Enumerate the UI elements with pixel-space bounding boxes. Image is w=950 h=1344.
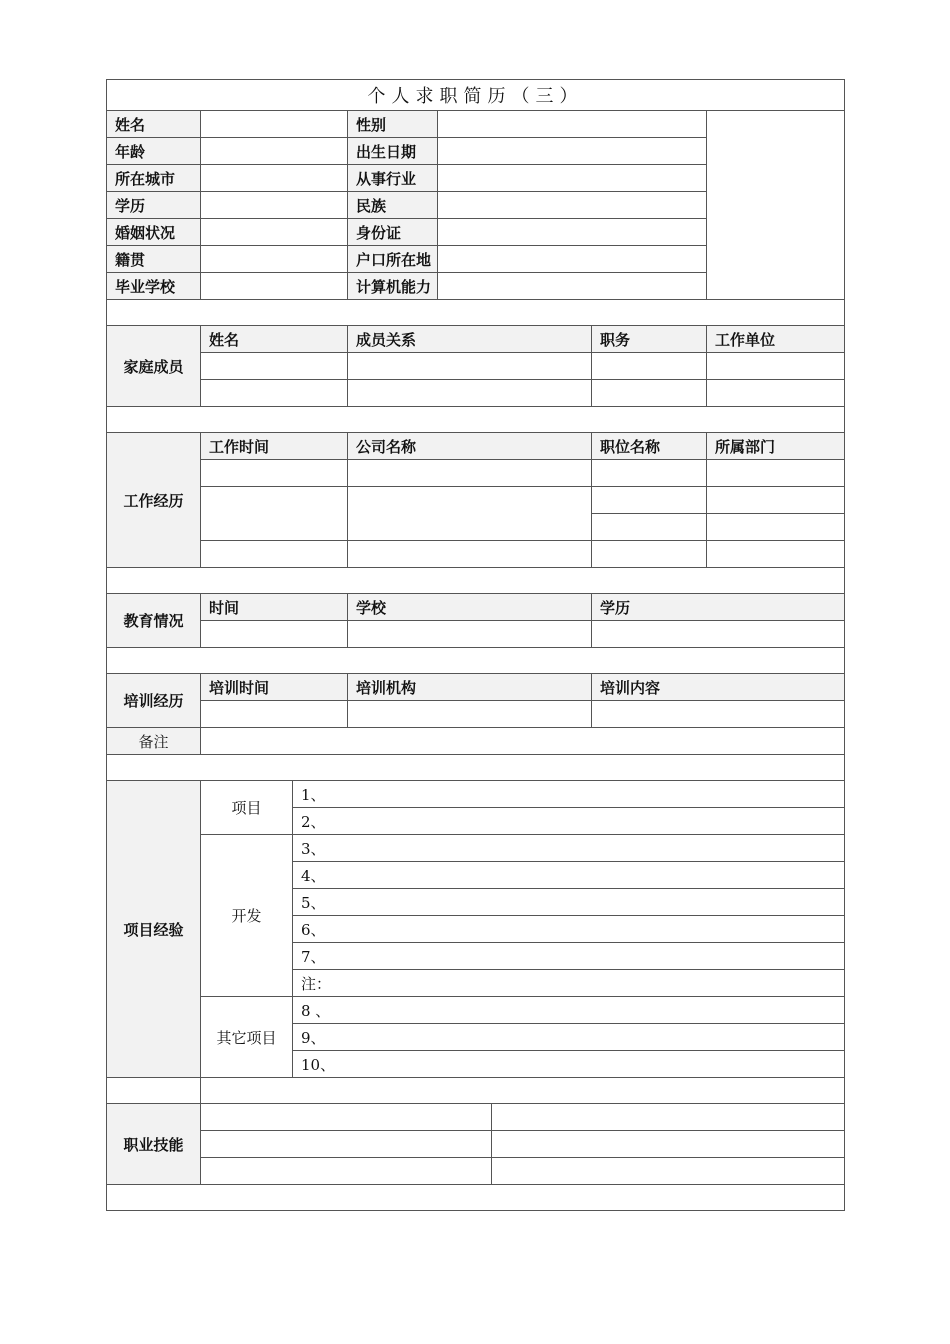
work-cell[interactable]: [592, 541, 707, 568]
value-native-place[interactable]: [201, 246, 348, 273]
section-label-education: 教育情况: [107, 594, 201, 648]
value-education-level[interactable]: [201, 192, 348, 219]
work-cell[interactable]: [348, 487, 592, 541]
training-header-content: 培训内容: [592, 674, 845, 701]
value-birth-date[interactable]: [438, 138, 707, 165]
section-label-training: 培训经历: [107, 674, 201, 728]
label-id-card: 身份证: [348, 219, 438, 246]
project-item[interactable]: 6、: [293, 916, 845, 943]
label-ethnicity: 民族: [348, 192, 438, 219]
label-name: 姓名: [107, 111, 201, 138]
label-birth-date: 出生日期: [348, 138, 438, 165]
skills-cell[interactable]: [201, 1131, 492, 1158]
project-item[interactable]: 1、: [293, 781, 845, 808]
value-gender[interactable]: [438, 111, 707, 138]
project-item[interactable]: 7、: [293, 943, 845, 970]
spacer-cell: [201, 1078, 845, 1104]
work-cell[interactable]: [707, 514, 845, 541]
spacer-row: [107, 407, 845, 433]
section-label-skills: 职业技能: [107, 1104, 201, 1185]
family-cell[interactable]: [348, 353, 592, 380]
project-group-other: 其它项目: [201, 997, 293, 1078]
label-age: 年龄: [107, 138, 201, 165]
spacer-row: [107, 300, 845, 326]
family-header-employer: 工作单位: [707, 326, 845, 353]
work-header-time: 工作时间: [201, 433, 348, 460]
section-label-projects: 项目经验: [107, 781, 201, 1078]
work-cell[interactable]: [592, 487, 707, 514]
value-household-registration[interactable]: [438, 246, 707, 273]
training-header-institution: 培训机构: [348, 674, 592, 701]
label-household-registration: 户口所在地: [348, 246, 438, 273]
project-item[interactable]: 2、: [293, 808, 845, 835]
project-item[interactable]: 3、: [293, 835, 845, 862]
work-cell[interactable]: [707, 541, 845, 568]
skills-cell[interactable]: [492, 1104, 845, 1131]
work-cell[interactable]: [592, 514, 707, 541]
section-label-remarks: 备注: [107, 728, 201, 755]
label-computer-skills: 计算机能力: [348, 273, 438, 300]
value-industry[interactable]: [438, 165, 707, 192]
value-id-card[interactable]: [438, 219, 707, 246]
family-cell[interactable]: [707, 380, 845, 407]
section-label-work: 工作经历: [107, 433, 201, 568]
education-header-degree: 学历: [592, 594, 845, 621]
education-cell[interactable]: [592, 621, 845, 648]
training-cell[interactable]: [592, 701, 845, 728]
work-cell[interactable]: [707, 487, 845, 514]
family-header-name: 姓名: [201, 326, 348, 353]
work-header-company: 公司名称: [348, 433, 592, 460]
skills-cell[interactable]: [492, 1158, 845, 1185]
spacer-row: [107, 755, 845, 781]
project-item[interactable]: 9、: [293, 1024, 845, 1051]
skills-cell[interactable]: [201, 1104, 492, 1131]
label-graduate-school: 毕业学校: [107, 273, 201, 300]
work-cell[interactable]: [592, 460, 707, 487]
work-cell[interactable]: [707, 460, 845, 487]
education-header-time: 时间: [201, 594, 348, 621]
work-cell[interactable]: [201, 487, 348, 541]
value-graduate-school[interactable]: [201, 273, 348, 300]
project-group-projects: 项目: [201, 781, 293, 835]
family-cell[interactable]: [348, 380, 592, 407]
family-cell[interactable]: [201, 380, 348, 407]
value-city[interactable]: [201, 165, 348, 192]
training-header-time: 培训时间: [201, 674, 348, 701]
label-education-level: 学历: [107, 192, 201, 219]
label-native-place: 籍贯: [107, 246, 201, 273]
training-cell[interactable]: [348, 701, 592, 728]
photo-area[interactable]: [707, 111, 845, 300]
family-header-position: 职务: [592, 326, 707, 353]
value-age[interactable]: [201, 138, 348, 165]
work-cell[interactable]: [348, 541, 592, 568]
family-cell[interactable]: [201, 353, 348, 380]
work-header-position: 职位名称: [592, 433, 707, 460]
value-name[interactable]: [201, 111, 348, 138]
work-header-department: 所属部门: [707, 433, 845, 460]
education-header-school: 学校: [348, 594, 592, 621]
value-ethnicity[interactable]: [438, 192, 707, 219]
project-note[interactable]: 注：: [293, 970, 845, 997]
work-cell[interactable]: [201, 460, 348, 487]
work-cell[interactable]: [201, 541, 348, 568]
family-cell[interactable]: [707, 353, 845, 380]
label-marital-status: 婚姻状况: [107, 219, 201, 246]
project-group-development: 开发: [201, 835, 293, 997]
project-item[interactable]: 4、: [293, 862, 845, 889]
project-item[interactable]: 5、: [293, 889, 845, 916]
family-cell[interactable]: [592, 380, 707, 407]
resume-table: [106, 79, 845, 1211]
skills-cell[interactable]: [201, 1158, 492, 1185]
remarks-cell[interactable]: [201, 728, 845, 755]
family-cell[interactable]: [592, 353, 707, 380]
spacer-row: [107, 1185, 845, 1211]
section-label-family: 家庭成员: [107, 326, 201, 407]
spacer-row: [107, 568, 845, 594]
page-title: 个人求职简历（三）: [107, 80, 845, 111]
education-cell[interactable]: [201, 621, 348, 648]
family-header-relation: 成员关系: [348, 326, 592, 353]
value-marital-status[interactable]: [201, 219, 348, 246]
value-computer-skills[interactable]: [438, 273, 707, 300]
training-cell[interactable]: [201, 701, 348, 728]
skills-cell[interactable]: [492, 1131, 845, 1158]
label-gender: 性别: [348, 111, 438, 138]
education-cell[interactable]: [348, 621, 592, 648]
project-item[interactable]: 8 、: [293, 997, 845, 1024]
work-cell[interactable]: [348, 460, 592, 487]
spacer-row: [107, 648, 845, 674]
label-city: 所在城市: [107, 165, 201, 192]
project-item[interactable]: 10、: [293, 1051, 845, 1078]
spacer-cell: [107, 1078, 201, 1104]
label-industry: 从事行业: [348, 165, 438, 192]
